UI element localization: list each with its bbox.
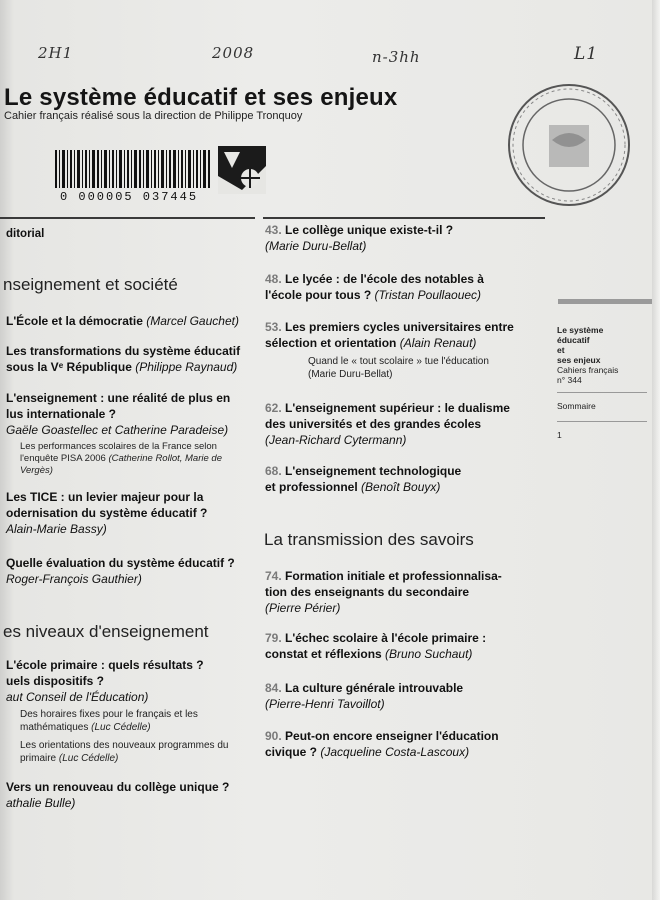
toc-entry [6,657,256,705]
toc-entry [265,222,550,254]
entry-author: (Jacqueline Costa-Lascoux) [320,745,470,759]
right-column-rule [263,217,545,219]
subentry-author: (Luc Cédelle) [58,753,119,764]
entry-author: (Pierre-Henri Tavoillot) [265,697,385,711]
entry-title-continued: sélection et orientation [265,336,397,350]
toc-entry [6,489,256,537]
entry-title: Quelle évaluation du système éducatif ? [6,556,235,570]
handwritten-number: n-3hh [372,48,421,66]
toc-subentry [20,708,250,734]
handwritten-year: 2008 [212,44,255,62]
toc-subentry [20,441,246,477]
sidebar-line: Cahiers français [557,365,619,375]
page-subtitle: Cahier français réalisé sous la direction de Philippe Tronquoy [4,110,303,122]
entry-title-continued: odernisation du système éducatif ? [6,506,208,520]
sidebar-sommaire: Sommaire [557,401,596,411]
entry-title-continued: uels dispositifs ? [6,674,105,688]
entry-title: L'enseignement technologique [285,464,462,478]
entry-page-number: 84. [265,681,282,695]
entry-title: L'échec scolaire à l'école primaire : [285,631,487,645]
sidebar-line: Le système [557,325,604,335]
sidebar-line: n° 344 [557,375,582,385]
sidebar-line: ses enjeux [557,355,601,365]
sidebar-divider [557,392,647,393]
entry-title: L'enseignement : une réalité de plus en [6,391,231,405]
library-stamp-icon [494,70,644,220]
entry-page-number: 53. [265,320,282,334]
entry-title: Peut-on encore enseigner l'éducation [285,729,499,743]
entry-title-continued: lus internationale ? [6,407,117,421]
entry-title: L'École et la démocratie [6,314,143,328]
entry-title: L'enseignement supérieur : le dualisme [285,401,510,415]
entry-title-continued: civique ? [265,745,318,759]
entry-title: Les TICE : un levier majeur pour la [6,490,204,504]
entry-page-number: 43. [265,223,282,237]
subentry-title: Quand le « tout scolaire » tue l'éducation [308,356,489,367]
entry-title: Les premiers cycles universitaires entre [285,320,514,334]
sidebar-publication-info [557,325,657,385]
sidebar-line: éducatif [557,335,590,345]
toc-subentry [308,355,543,381]
entry-author: (Alain Renaut) [399,336,477,350]
toc-entry [265,568,550,616]
handwritten-mark: 2H1 [38,44,74,62]
barcode-number: 0 000005 037445 [60,190,199,204]
toc-subentry [20,739,250,765]
toc-entry [265,728,550,760]
entry-page-number: 48. [265,272,282,286]
left-column-rule [0,217,255,219]
entry-title-continued: constat et réflexions [265,647,382,661]
toc-entry [265,271,550,303]
handwritten-shelf: L1 [574,44,599,64]
entry-title: Formation initiale et professionnalisa- [285,569,502,583]
entry-title-continued: sous la Vᵉ République [6,360,132,374]
entry-title-continued: l'école pour tous ? [265,288,372,302]
toc-entry [6,779,256,811]
entry-author: (Benoît Bouyx) [361,480,441,494]
entry-author: (Jean-Richard Cytermann) [265,433,407,447]
entry-author: (Marcel Gauchet) [146,314,239,328]
entry-author: Roger-François Gauthier) [6,572,142,586]
entry-author: (Philippe Raynaud) [135,360,238,374]
subentry-author: (Catherine Rollot, Marie de Vergès) [20,453,222,476]
toc-entry [265,319,550,351]
publisher-logo-icon [218,146,266,194]
entry-author: (Tristan Poullaouec) [374,288,482,302]
subentry-title: Les orientations des nouveaux programmes du primaire [20,740,229,764]
sidebar-line: et [557,345,565,355]
entry-title: Le lycée : de l'école des notables à [285,272,484,286]
toc-entry [265,400,550,448]
page-title: Le système éducatif et ses enjeux [4,84,398,111]
sidebar-divider [557,421,647,422]
subentry-title: Les performances scolaires de la France selon l'enquête PISA 2006 [20,441,217,464]
entry-title: Les transformations du système éducatif [6,344,241,358]
entry-title-continued: tion des enseignants du secondaire [265,585,470,599]
page-number: 1 [557,430,562,440]
sidebar-grey-bar [558,299,660,304]
subentry-author: (Marie Duru-Bellat) [308,369,393,380]
toc-entry [6,390,256,438]
entry-author: Gaële Goastellec et Catherine Paradeise) [6,423,229,437]
toc-entry [265,463,550,495]
toc-entry [265,630,550,662]
entry-page-number: 90. [265,729,282,743]
toc-entry [6,555,256,587]
entry-author: (Marie Duru-Bellat) [265,239,367,253]
toc-entry [265,680,550,712]
entry-author: aut Conseil de l'Éducation) [6,690,149,704]
entry-author: (Pierre Périer) [265,601,341,615]
page-edge [652,0,660,900]
entry-page-number: 74. [265,569,282,583]
entry-title: L'école primaire : quels résultats ? [6,658,204,672]
entry-page-number: 62. [265,401,282,415]
subentry-author: (Luc Cédelle) [91,722,151,733]
editorial-label: ditorial [6,228,45,240]
entry-title-continued: des universités et des grandes écoles [265,417,482,431]
entry-author: (Bruno Suchaut) [385,647,473,661]
entry-title: Vers un renouveau du collège unique ? [6,780,230,794]
section-heading-enseignement-societe: nseignement et société [3,275,178,294]
barcode-image [55,150,235,188]
entry-title-continued: et professionnel [265,480,358,494]
subentry-title: Des horaires fixes pour le français et les mathématiques [20,709,198,733]
entry-page-number: 79. [265,631,282,645]
entry-title: La culture générale introuvable [285,681,464,695]
section-heading-transmission: La transmission des savoirs [264,530,474,549]
entry-author: athalie Bulle) [6,796,76,810]
toc-entry [6,343,256,375]
entry-title: Le collège unique existe-t-il ? [285,223,454,237]
entry-page-number: 68. [265,464,282,478]
section-heading-niveaux: es niveaux d'enseignement [3,622,209,641]
toc-entry [6,313,256,329]
entry-author: Alain-Marie Bassy) [6,522,107,536]
